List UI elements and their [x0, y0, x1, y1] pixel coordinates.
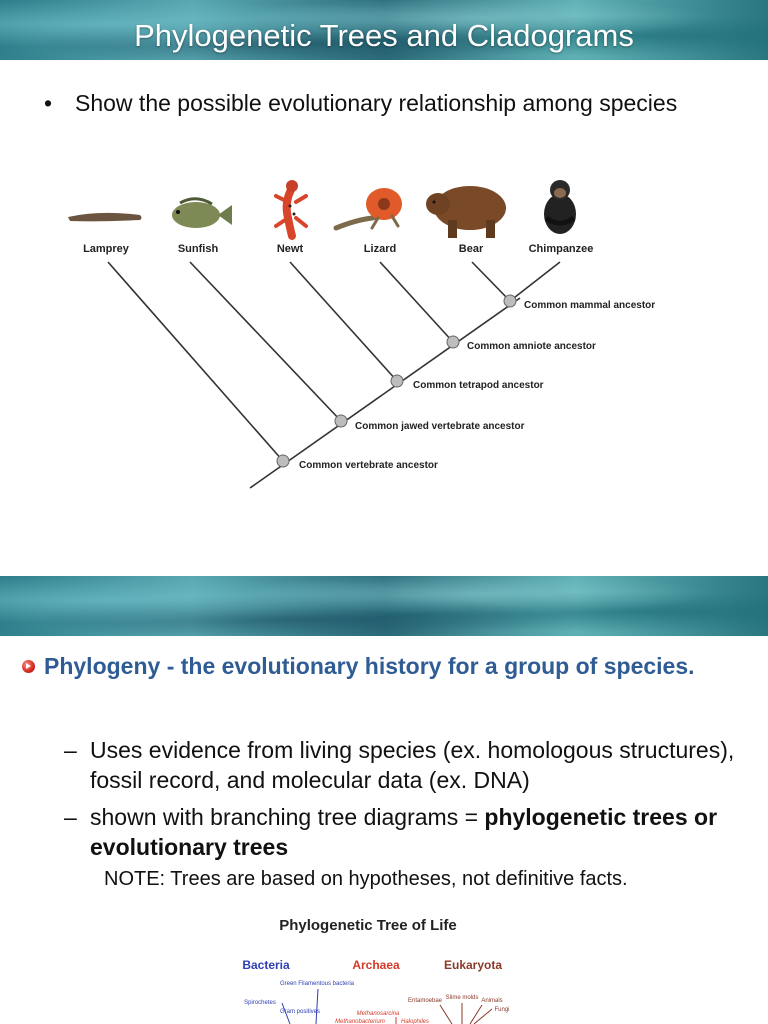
- ancestor-label: Common tetrapod ancestor: [413, 380, 544, 391]
- ancestor-label: Common vertebrate ancestor: [299, 460, 438, 471]
- tol-label: Green Filamentous bacteria: [279, 981, 355, 987]
- domain-archaea: Archaea: [352, 958, 400, 972]
- phylogeny-definition: - the evolutionary history for a group of species.: [160, 653, 695, 679]
- newt-image: [276, 180, 306, 236]
- dash-symbol: –: [64, 804, 77, 830]
- node-vertebrate: [277, 455, 289, 467]
- bear-image: [426, 186, 506, 238]
- phylogeny-heading: [20, 650, 740, 682]
- phylogeny-term: Phylogeny: [44, 653, 161, 679]
- tree-of-life-title: Phylogenetic Tree of Life: [279, 917, 457, 934]
- lamprey-image: [68, 213, 142, 221]
- red-bullet-icon: [22, 660, 35, 673]
- node-jawed: [335, 415, 347, 427]
- tol-label: Entamoebae: [407, 998, 443, 1004]
- species-label: Sunfish: [177, 243, 219, 255]
- tol-label: Slime molds: [445, 995, 479, 1001]
- tol-label: Fungi: [494, 1007, 510, 1013]
- cladogram-branches: [108, 262, 560, 488]
- slide2-banner: [0, 576, 768, 636]
- diagram-bold-text: phylogenetic trees or evolutionary trees: [90, 804, 718, 860]
- diagram-text: shown with branching tree diagrams =: [90, 804, 485, 830]
- sunfish-image: [172, 199, 232, 228]
- domain-eukaryota: Eukaryota: [443, 958, 503, 972]
- species-label: Lamprey: [83, 243, 129, 255]
- slide1-bullet: [44, 88, 724, 119]
- node-amniote: [447, 336, 459, 348]
- slide1-title: Phylogenetic Trees and Cladograms: [134, 18, 634, 53]
- bacteria-branches: [279, 989, 321, 1024]
- dash-symbol: –: [64, 737, 77, 763]
- tol-label: Halophiles: [400, 1019, 430, 1024]
- evidence-point: [64, 735, 744, 795]
- ancestor-label: Common mammal ancestor: [524, 300, 656, 311]
- cladogram-diagram: [0, 170, 768, 500]
- slide1-banner: [0, 0, 768, 60]
- diagram-point: [64, 802, 744, 862]
- tree-of-life-diagram: [200, 905, 560, 1024]
- tol-label: Methanobacterium: [335, 1019, 385, 1024]
- bullet-symbol: •: [44, 90, 53, 116]
- chimpanzee-image: [544, 180, 576, 234]
- tol-label: Animals: [481, 998, 503, 1004]
- node-tetrapod: [391, 375, 403, 387]
- tol-label: Gram positives: [279, 1009, 321, 1015]
- lizard-image: [336, 188, 402, 228]
- tol-label: Spirochetes: [244, 1000, 276, 1006]
- species-label: Bear: [458, 243, 484, 255]
- species-label: Lizard: [363, 243, 397, 255]
- ancestor-label: Common amniote ancestor: [467, 341, 596, 352]
- species-label: Newt: [276, 243, 304, 255]
- node-mammal: [504, 295, 516, 307]
- tol-label: Methanosarcina: [356, 1011, 400, 1017]
- bullet-text: Show the possible evolutionary relationship among species: [75, 90, 678, 116]
- species-label: Chimpanzee: [528, 243, 594, 255]
- evidence-text: Uses evidence from living species (ex. homologous structures), fossil record, and molecular data (ex. DNA): [90, 737, 735, 793]
- ancestor-label: Common jawed vertebrate ancestor: [355, 421, 525, 432]
- domain-bacteria: Bacteria: [242, 958, 290, 972]
- note-text: NOTE: Trees are based on hypotheses, not definitive facts.: [104, 868, 628, 890]
- eukaryota-branches: [440, 1003, 492, 1024]
